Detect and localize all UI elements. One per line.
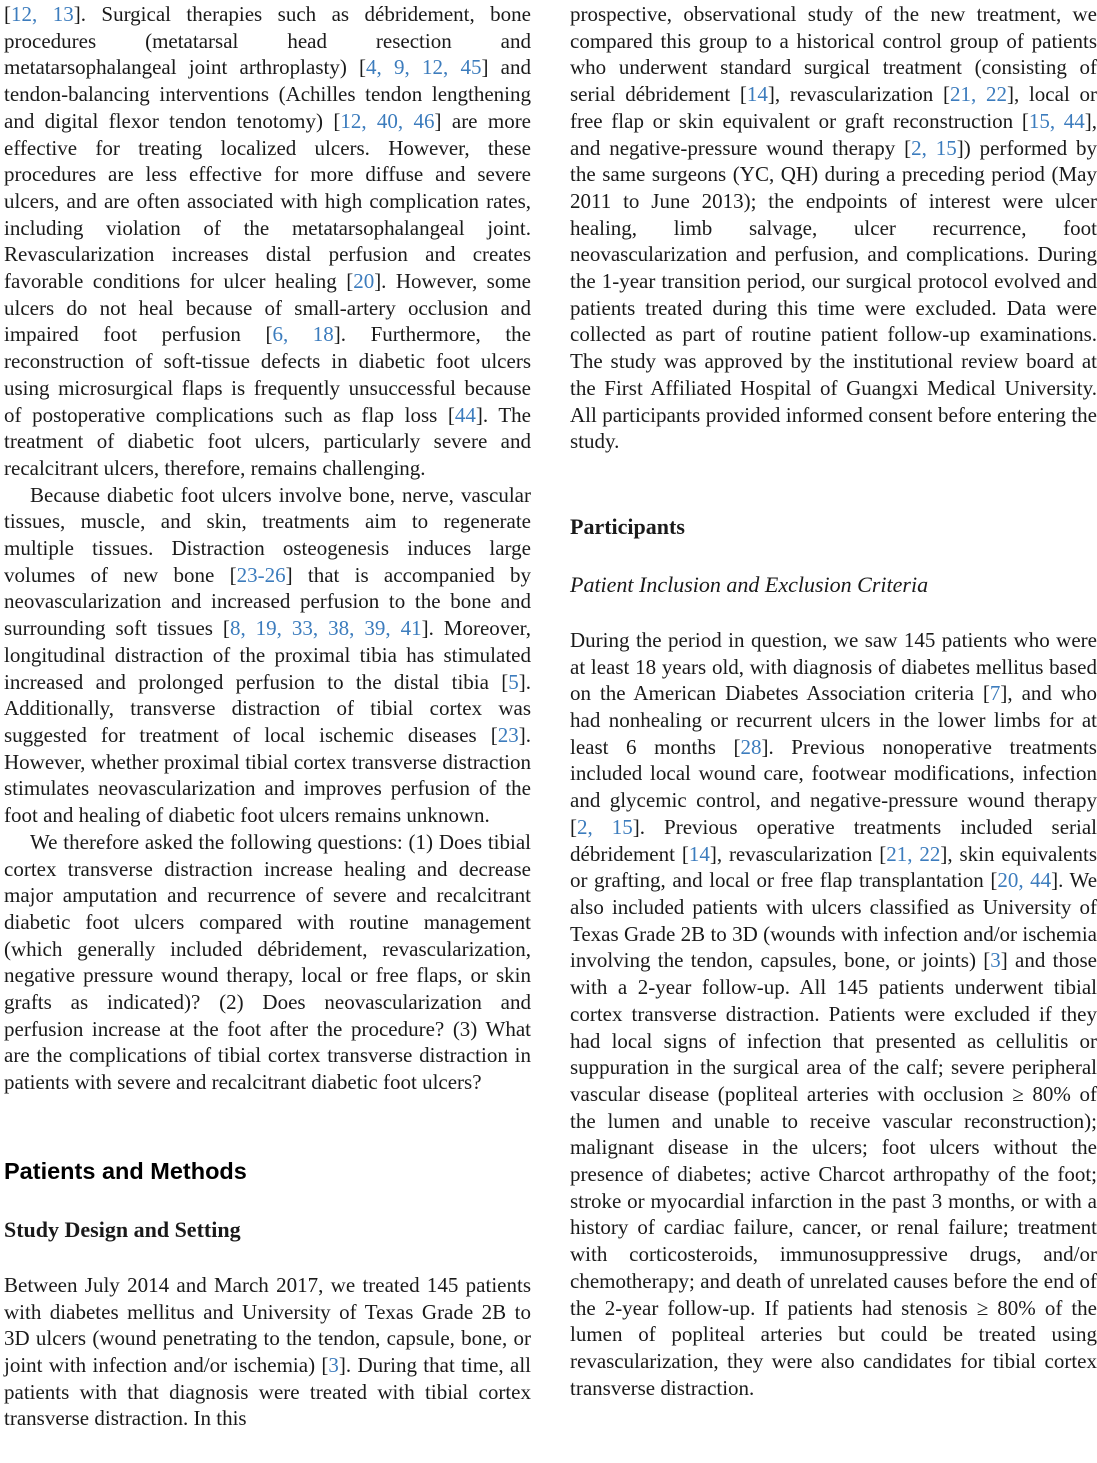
citation-link[interactable]: 21, 22: [886, 841, 941, 866]
citation-link[interactable]: 8, 19, 33, 38, 39, 41: [229, 616, 422, 641]
citation-link[interactable]: 12, 13: [11, 2, 74, 26]
paragraph: During the period in question, we saw 145 patients who were at least 18 years old, with diagnosis of diabetes mellitus based on the American Diabetes Association criteria [7], and who had nonhealing or recurrent ulcers in the lower limbs for at least 6 months [28]. Previous nonoperative treatments included local wound care, footwear modifications, infection and glycemic control, and negative-pressure wound therapy [2, 15]. Previous operative treatments included serial débridement [14], revascularization [21, 22], skin equivalents or grafting, and local or free flap transplantation [20, 44]. We also included patients with ulcers classified as University of Texas Grade 2B to 3D (wounds with infection and/or ischemia involving the tendon, capsules, bone, or joints) [3] and those with a 2-year follow-up. All 145 patients underwent tibial cortex transverse distraction. Patients were excluded if they had local signs of infection that presented as cellulitis or suppuration in the surgical area of the calf; severe peripheral vascular disease (popliteal arteries with occlusion ≥ 80% of the lumen and unable to receive vascular reconstruction); malignant disease in the ulcers; foot ulcers without the presence of diabetes; active Charcot arthropathy of the foot; stroke or myocardial infarction in the past 3 months, or with a history of cardiac failure, cancer, or renal failure; treatment with corticosteroids, immunosuppressive drugs, and/or chemotherapy; and death of unrelated causes before the end of the 2-year follow-up. If patients had stenosis ≥ 80% of the lumen of popliteal arteries but could be treated using revascularization, they were also candidates for tibial cortex transverse distraction.: [570, 627, 1097, 1400]
citation-link[interactable]: 4, 9, 12, 45: [366, 55, 482, 80]
paragraph: prospective, observational study of the new treatment, we compared this group to a historical control group of patients who underwent standard surgical treatment (consisting of serial débridement [14], revascularization [21, 22], local or free flap or skin equivalent or graft reconstruction [15, 44], and negative-pressure wound therapy [2, 15]) performed by the same surgeons (YC, QH) during a preceding period (May 2011 to June 2013); the endpoints of interest were ulcer healing, limb salvage, ulcer recurrence, foot neovascularization and perfusion, and complications. During the 1-year transition period, our surgical protocol evolved and patients treated during this time were excluded. Data were collected as part of routine patient follow-up examinations. The study was approved by the institutional review board at the First Affiliated Hospital of Guangxi Medical University. All participants provided informed consent before entering the study.: [570, 2, 1097, 454]
citation-link[interactable]: 2, 15: [911, 135, 957, 160]
citation-link[interactable]: 5: [508, 669, 519, 694]
left-column: [4, 1, 531, 1463]
citation-link[interactable]: 21, 22: [950, 82, 1007, 107]
citation-link[interactable]: 14: [688, 841, 710, 866]
right-column: [570, 1, 1097, 1463]
citation-link[interactable]: 2, 15: [577, 814, 633, 839]
citation-link[interactable]: 14: [746, 82, 768, 107]
citation-link[interactable]: 28: [740, 734, 762, 759]
citation-link[interactable]: 20, 44: [997, 868, 1052, 893]
subsection-heading-participants: Participants: [570, 513, 685, 539]
citation-link[interactable]: 12, 40, 46: [340, 108, 435, 133]
paragraph: [12, 13]. Surgical therapies such as débridement, bone procedures (metatarsal head resection and metatarsophalangeal joint arthroplasty) [4, 9, 12, 45] and tendon-balancing interventions (Achilles tendon lengthening and digital flexor tendon tenotomy) [12, 40, 46] are more effective for treating localized ulcers. However, these procedures are less effective for more diffuse and severe ulcers, and are often associated with high complication rates, including violation of the metatarsophalangeal joint. Revascularization increases distal perfusion and creates favorable conditions for ulcer healing [20]. However, some ulcers do not heal because of small-artery occlusion and impaired foot perfusion [6, 18]. Furthermore, the reconstruction of soft-tissue defects in diabetic foot ulcers using microsurgical flaps is frequently unsuccessful because of postoperative complications such as flap loss [44]. The treatment of diabetic foot ulcers, particularly severe and recalcitrant ulcers, therefore, remains challenging.: [4, 2, 532, 480]
citation-link[interactable]: 15, 44: [1028, 108, 1085, 133]
paragraph: We therefore asked the following questions: (1) Does tibial cortex transverse distraction increase healing and decrease major amputation and recurrence of severe and recalcitrant diabetic foot ulcers compared with routine management (which generally included débridement, revascularization, negative pressure wound therapy, local or free flaps, or skin grafts as indicated)? (2) Does neovascularization and perfusion increase at the foot after the procedure? (3) What are the complications of tibial cortex transverse distraction in patients with severe and recalcitrant diabetic foot ulcers?: [4, 829, 531, 1095]
citation-link[interactable]: 6, 18: [272, 322, 334, 347]
paragraph: Because diabetic foot ulcers involve bone, nerve, vascular tissues, muscle, and skin, treatments aim to regenerate multiple tissues. Distraction osteogenesis induces large volumes of new bone [23-26] that is accompanied by neovascularization and increased perfusion to the bone and surrounding soft tissues [8, 19, 33, 38, 39, 41]. Moreover, longitudinal distraction of the proximal tibia has stimulated increased and prolonged perfusion to the distal tibia [5]. Additionally, transverse distraction of tibial cortex was suggested for treatment of local ischemic diseases [23]. However, whether proximal tibial cortex transverse distraction stimulates neovascularization and improves perfusion of the foot and healing of diabetic foot ulcers remains unknown.: [4, 482, 532, 828]
citation-link[interactable]: 3: [990, 948, 1001, 973]
citation-link[interactable]: 23-26: [236, 562, 286, 587]
citation-link[interactable]: 7: [989, 681, 1001, 706]
subsubsection-heading-patient-inclusion-and-exclusion-criteria: Patient Inclusion and Exclusion Criteria: [570, 571, 929, 597]
citation-link[interactable]: 20: [353, 269, 375, 294]
citation-link[interactable]: 23: [497, 722, 519, 747]
citation-link[interactable]: 3: [328, 1352, 339, 1377]
subsection-heading-study-design-and-setting: Study Design and Setting: [4, 1216, 241, 1242]
section-heading-patients-and-methods: Patients and Methods: [4, 1157, 247, 1184]
paragraph: Between July 2014 and March 2017, we treated 145 patients with diabetes mellitus and University of Texas Grade 2B to 3D ulcers (wound penetrating to the tendon, capsule, bone, or joint with infection and/or ischemia) [3]. During that time, all patients with that diagnosis were treated with tibial cortex transverse distraction. In this: [4, 1272, 531, 1431]
citation-link[interactable]: 44: [454, 402, 476, 427]
